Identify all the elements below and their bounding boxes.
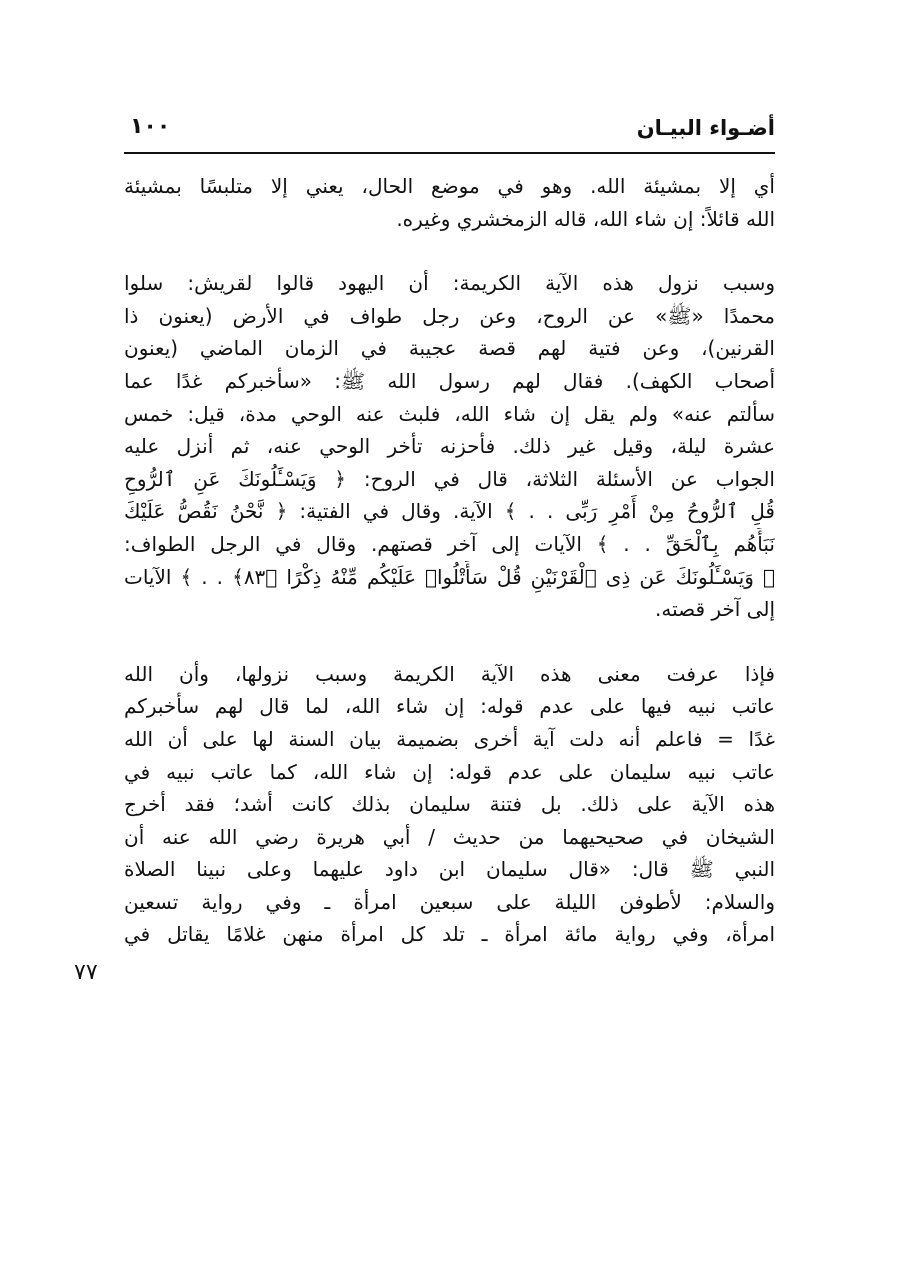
page-number: ١٠٠ [130, 114, 171, 139]
text-line: والسلام: لأطوفن الليلة على سبعين امرأة ـ وفي رواية تسعين [124, 889, 775, 914]
text-line: أصحاب الكهف). فقال لهم رسول الله ﷺ: «سأخبركم غدًا عما [124, 368, 775, 393]
paragraph-gap [124, 626, 775, 658]
text-line: إلى آخر قصته. [654, 597, 775, 622]
text-line: القرنين)، وعن فتية لهم قصة عجيبة في الزمان الماضي (يعنون [124, 336, 775, 361]
text-line: ﴿ وَيَسْـَٔلُونَكَ عَن ذِى ٱلْقَرْنَيْنِ قُلْ سَأَتْلُوا۟ عَلَيْكُم مِّنْهُ ذِكْرًا ﴿٨٣﴾ . . ﴾ الآيات [124, 564, 775, 589]
text-line: امرأة، وفي رواية مائة امرأة ـ تلد كل امرأة منهن غلامًا يقاتل في [124, 922, 775, 947]
page-header [124, 112, 775, 154]
text-line: وسبب نزول هذه الآية الكريمة: أن اليهود قالوا لقريش: سلوا [124, 271, 775, 296]
body-text [124, 170, 775, 951]
text-line: هذه الآية على ذلك. بل فتنة سليمان بذلك كانت أشد؛ فقد أخرج [124, 792, 775, 817]
text-line: فإذا عرفت معنى هذه الآية الكريمة وسبب نزولها، وأن الله [124, 661, 775, 686]
text-line: عاتب نبيه فيها على عدم قوله: إن شاء الله، لما قال لهم سأخبركم [124, 694, 775, 719]
margin-reference-number: ٧٧ [74, 960, 98, 985]
text-line: محمدًا «ﷺ» عن الروح، وعن رجل طواف في الأرض (يعنون ذا [124, 303, 775, 328]
text-line: الجواب عن الأسئلة الثلاثة، قال في الروح: ﴿ وَيَسْـَٔلُونَكَ عَنِ ٱلرُّوحِ [124, 466, 775, 491]
text-line: النبي ﷺ قال: «قال سليمان ابن داود عليهما وعلى نبينا الصلاة [124, 857, 775, 882]
text-line: قُلِ ٱلرُّوحُ مِنْ أَمْرِ رَبِّى . . ﴾ الآية. وقال في الفتية: ﴿ نَّحْنُ نَقُصُّ عَلَيْكَ [124, 499, 775, 524]
text-line: عاتب نبيه سليمان على عدم قوله: إن شاء الله، كما عاتب نبيه في [124, 759, 775, 784]
text-line: الله قائلاً: إن شاء الله، قاله الزمخشري وغيره. [396, 206, 775, 231]
text-line: نَبَأَهُم بِٱلْحَقِّ . . ﴾ الآيات إلى آخر قصتهم. وقال في الرجل الطواف: [124, 531, 775, 556]
text-line: غدًا = فاعلم أنه دلت آية أخرى بضميمة بيان السنة لها على أن الله [124, 726, 775, 751]
running-title: أضـواء البيـان [636, 116, 775, 140]
text-line: سألتم عنه» ولم يقل إن شاء الله، فلبث عنه الوحي مدة، قيل: خمس [124, 401, 775, 426]
text-line: الشيخان في صحيحيهما من حديث / أبي هريرة رضي الله عنه أن [124, 824, 775, 849]
paragraph-3 [124, 658, 775, 951]
paragraph-gap [124, 235, 775, 267]
paragraph-2 [124, 267, 775, 626]
paragraph-1 [124, 170, 775, 235]
text-line: عشرة ليلة، وقيل غير ذلك. فأحزنه تأخر الوحي عنه، ثم أنزل عليه [124, 434, 775, 459]
text-line: أي إلا بمشيئة الله. وهو في موضع الحال، يعني إلا متلبسًا بمشيئة [124, 174, 775, 198]
